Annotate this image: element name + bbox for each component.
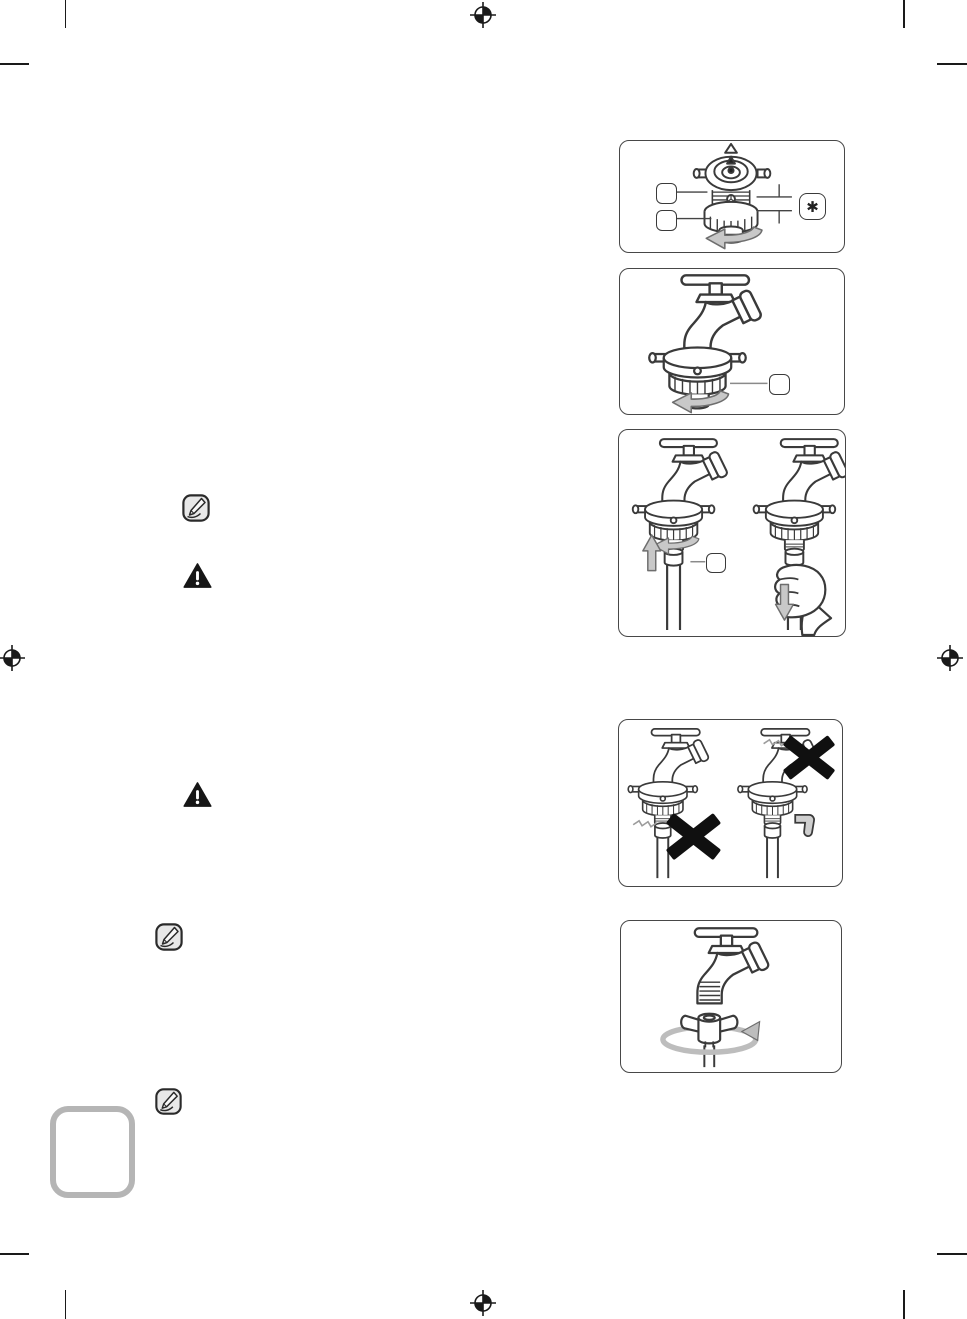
note-pencil-icon — [155, 923, 183, 951]
hose-nut-right — [785, 549, 803, 566]
crop-mark-bottom-left-h — [0, 1253, 29, 1255]
empty-gray-frame — [50, 1106, 135, 1198]
note-pencil-icon — [155, 1088, 182, 1115]
crop-mark-top-right-v — [903, 0, 905, 28]
tap-left — [660, 439, 728, 508]
x-mark-left — [666, 813, 721, 860]
callout-adapter-bottom-part — [656, 210, 677, 231]
crop-mark-top-left-h — [0, 63, 29, 65]
wrong-connections-illustration — [619, 720, 842, 886]
crop-mark-bottom-right-v — [903, 1290, 905, 1319]
figure-adapter-parts — [619, 140, 845, 253]
warning-triangle-icon — [183, 562, 212, 589]
hose-to-adapter-illustration — [619, 430, 845, 636]
adapter-lever — [795, 815, 814, 836]
tap-drawing — [695, 928, 770, 1003]
tap-drawing — [681, 275, 762, 356]
arrowhead — [742, 1022, 760, 1041]
figure-threaded-tap — [620, 920, 842, 1073]
crop-mark-top-right-h — [937, 63, 967, 65]
registration-mark-top — [470, 2, 496, 28]
figure-hose-to-adapter — [618, 429, 846, 637]
callout-asterisk: ✱ — [799, 193, 826, 220]
registration-mark-right — [937, 645, 963, 671]
crop-mark-top-left-v — [65, 0, 67, 28]
callout-adapter-nut — [769, 374, 790, 395]
adapter-on-tap-illustration — [620, 269, 844, 414]
hose-screw-connector — [681, 1014, 737, 1048]
callout-hose-nut — [706, 553, 726, 573]
warning-triangle-icon — [183, 781, 212, 808]
note-pencil-icon — [182, 494, 210, 522]
push-up-arrow — [643, 535, 661, 571]
registration-mark-left — [0, 645, 25, 671]
callout-adapter-top-part — [656, 183, 677, 204]
figure-wrong-connections — [618, 719, 843, 887]
crop-mark-bottom-left-v — [65, 1290, 67, 1319]
crop-mark-bottom-right-h — [937, 1253, 967, 1255]
clamp-left — [628, 782, 697, 826]
registration-mark-bottom — [470, 1290, 496, 1316]
tap-right — [781, 439, 845, 508]
threaded-tap-illustration — [621, 921, 841, 1072]
clamp-right — [754, 501, 836, 553]
figure-adapter-on-tap — [619, 268, 845, 415]
hose — [704, 1045, 714, 1067]
hose-nut-right — [765, 823, 781, 838]
tap-left — [651, 729, 709, 787]
